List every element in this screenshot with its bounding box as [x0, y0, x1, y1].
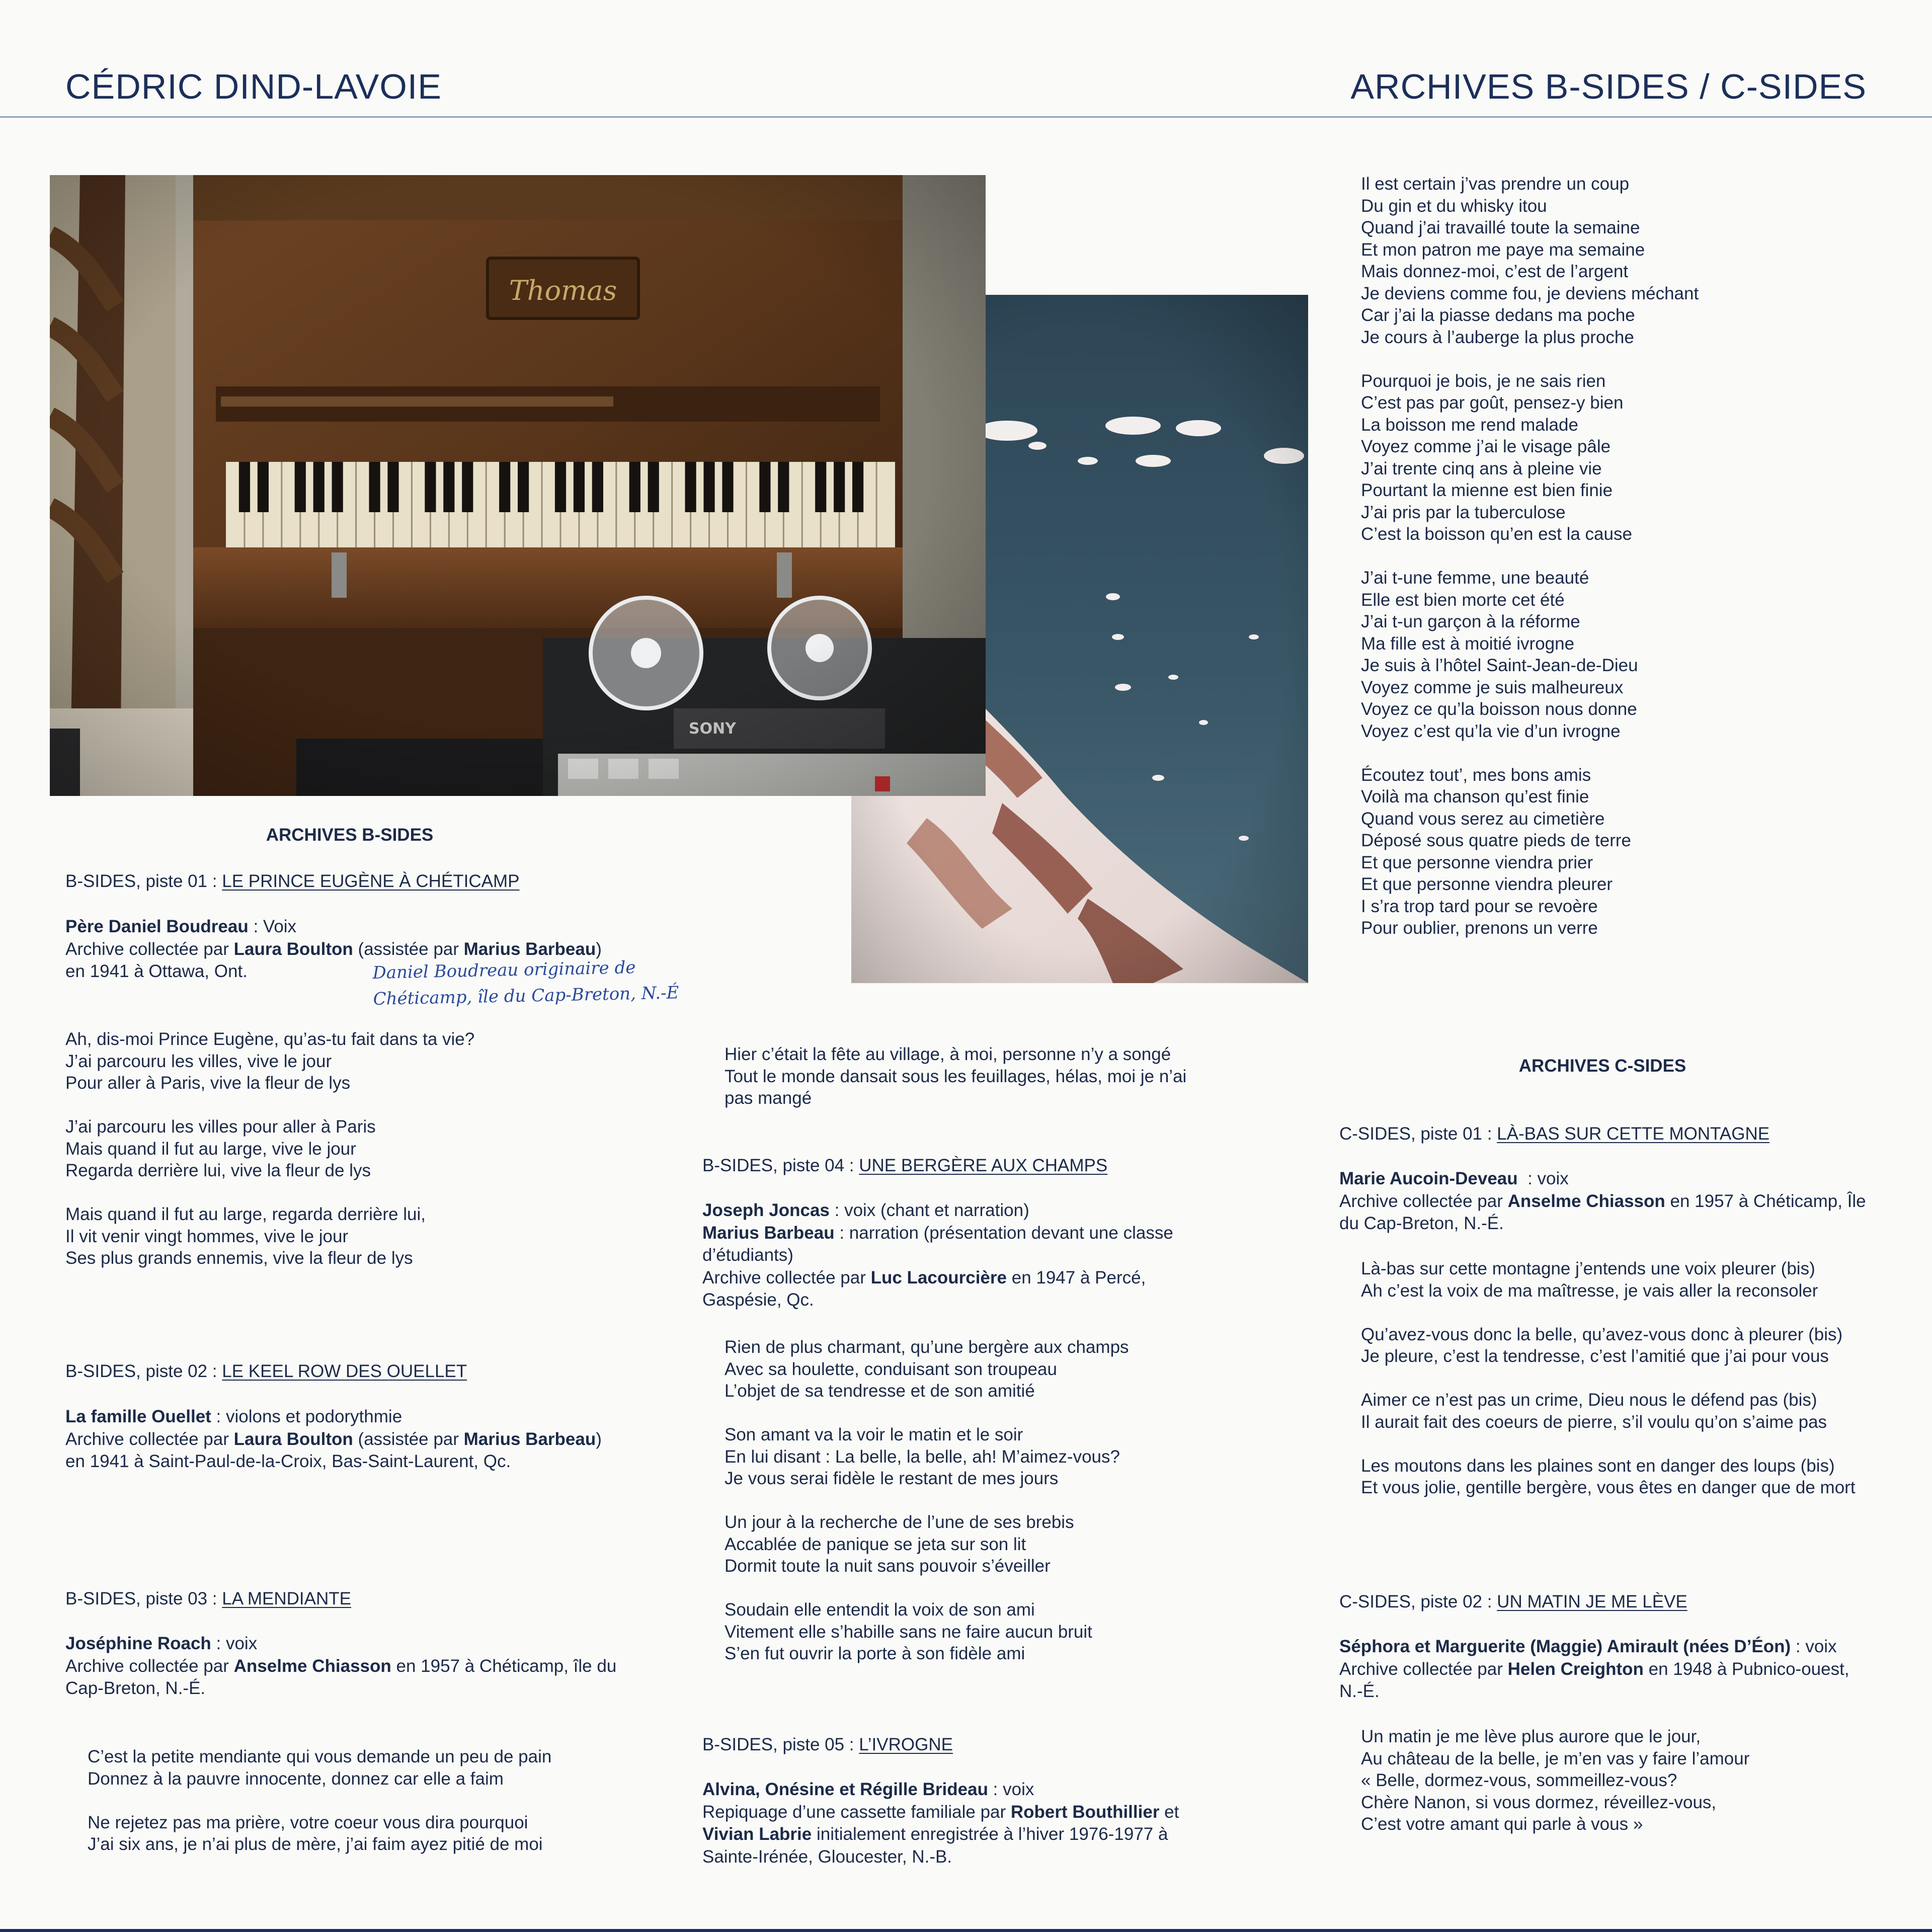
lyric-line: Rien de plus charmant, qu’une bergère aux champs	[725, 1337, 1129, 1357]
archive-text: Archive collectée par	[65, 1429, 234, 1449]
collector-name: Anselme Chiasson	[233, 1656, 391, 1676]
lyric-line: Je cours à l’auberge la plus proche	[1361, 327, 1634, 347]
performer-role: : Voix	[248, 917, 297, 936]
track-b02-title-line	[65, 1360, 467, 1383]
lyric-line: Ses plus grands ennemis, vive la fleur de lys	[65, 1248, 413, 1268]
lyric-line: La boisson me rend malade	[1361, 415, 1578, 435]
track-c02-title-line	[1339, 1591, 1687, 1613]
track-prefix: B-SIDES, piste 03 :	[65, 1589, 222, 1608]
lyric-line	[1361, 1433, 1889, 1455]
lyric-line: Voyez comme j’ai le visage pâle	[1361, 437, 1611, 456]
track-c01-title-line	[1339, 1123, 1769, 1145]
performer-role: : voix	[988, 1780, 1034, 1799]
lyric-line	[1361, 1302, 1889, 1324]
track-prefix: B-SIDES, piste 02 :	[65, 1361, 222, 1381]
track-prefix: B-SIDES, piste 04 :	[702, 1156, 859, 1175]
lyric-line: C’est votre amant qui parle à vous »	[1361, 1814, 1643, 1834]
lyric-line: Donnez à la pauvre innocente, donnez car elle a faim	[88, 1768, 504, 1789]
performer-role: : voix	[211, 1634, 258, 1653]
track-c02-credits	[1339, 1636, 1873, 1703]
archive-text: ) en 1941 à Ottawa, Ont.	[65, 939, 602, 981]
track-b03-title-line	[65, 1588, 351, 1610]
archive-text: en 1957 à Chéticamp, île du Cap-Breton, N.-É.	[65, 1656, 617, 1698]
performer-role: : narration (présentation devant une classe d’étudiants)	[702, 1223, 1173, 1265]
lyric-line: Soudain elle entendit la voix de son ami	[725, 1600, 1035, 1620]
lyric-line: Et que personne viendra prier	[1361, 852, 1593, 872]
assistant-name: Marius Barbeau	[463, 939, 596, 959]
lyric-line: Hier c’était la fête au village, à moi, personne n’y a songé	[725, 1044, 1171, 1064]
lyric-line: Il vit venir vingt hommes, vive le jour	[65, 1226, 349, 1246]
archive-text: initialement enregistrée à l’hiver 1976-1977 à Sainte-Irénée, Gloucester, N.-B.	[702, 1824, 1168, 1867]
performer-name: La famille Ouellet	[65, 1407, 211, 1426]
lyric-line: Déposé sous quatre pieds de terre	[1361, 831, 1631, 850]
header-divider	[0, 116, 1932, 118]
lyric-line: Car j’ai la piasse dedans ma poche	[1361, 305, 1635, 325]
lyric-line: J’ai t-un garçon à la réforme	[1361, 612, 1580, 631]
lyric-line: « Belle, dormez-vous, sommeillez-vous?	[1361, 1770, 1677, 1790]
archive-text: Archive collectée par	[1339, 1191, 1508, 1211]
lyric-line	[88, 1790, 551, 1812]
track-b03-lyrics	[88, 1746, 551, 1856]
lyric-line: Voyez comme je suis malheureux	[1361, 677, 1624, 697]
archive-text: Archive collectée par	[65, 1656, 234, 1676]
lyric-line: Pourquoi je bois, je ne sais rien	[1361, 371, 1606, 391]
track-c01-lyrics	[1361, 1258, 1889, 1499]
track-prefix: B-SIDES, piste 05 :	[702, 1735, 859, 1754]
lyric-line: Je vous serai fidèle le restant de mes jours	[725, 1469, 1059, 1488]
lyric-line: Ma fille est à moitié ivrogne	[1361, 633, 1575, 654]
lyric-line: Il aurait fait des coeurs de pierre, s’il voulu qu’on s’aime pas	[1361, 1412, 1827, 1432]
lyric-line: Accablée de panique se jeta sur son lit	[725, 1534, 1026, 1554]
lyric-line: Écoutez tout’, mes bons amis	[1361, 765, 1591, 785]
archive-text: (assistée par	[353, 1429, 464, 1449]
performer-role: : voix	[1791, 1637, 1837, 1656]
track-b04-title-line	[702, 1155, 1107, 1177]
lyric-line: En lui disant : La belle, la belle, ah! M’aimez-vous?	[725, 1446, 1120, 1467]
archive-text: et	[1159, 1802, 1179, 1822]
assistant-name: Vivian Labrie	[702, 1824, 812, 1844]
assistant-name: Marius Barbeau	[463, 1429, 596, 1449]
lyric-line: Mais quand il fut au large, vive le jour	[65, 1139, 356, 1159]
track-b04-credits	[702, 1199, 1211, 1312]
track-link[interactable]: LA MENDIANTE	[222, 1589, 351, 1608]
lyric-line: J’ai parcouru les villes pour aller à Paris	[65, 1117, 376, 1137]
collector-name: Helen Creighton	[1507, 1659, 1644, 1679]
lyric-line: Qu’avez-vous donc la belle, qu’avez-vous donc à pleurer (bis)	[1361, 1324, 1843, 1344]
track-prefix: C-SIDES, piste 01 :	[1339, 1124, 1497, 1144]
lyric-line: Un matin je me lève plus aurore que le jour,	[1361, 1727, 1701, 1746]
lyric-line: I s’ra trop tard pour se revoère	[1361, 896, 1598, 916]
lyric-line: Je pleure, c’est la tendresse, c’est l’amitié que j’ai pour vous	[1361, 1346, 1829, 1366]
track-prefix: B-SIDES, piste 01 :	[65, 871, 222, 891]
lyric-line	[725, 1402, 1129, 1424]
track-link[interactable]: LE PRINCE EUGÈNE À CHÉTICAMP	[222, 871, 520, 891]
track-b05-credits	[702, 1779, 1211, 1868]
lyric-line	[1361, 348, 1699, 370]
archive-text: (assistée par	[353, 939, 464, 959]
track-b04-lyrics	[725, 1336, 1129, 1665]
archive-text: Archive collectée par	[1339, 1659, 1508, 1679]
lyric-line: Pourtant la mienne est bien finie	[1361, 480, 1613, 500]
track-b05-lyrics	[1361, 173, 1699, 939]
archive-text: Repiquage d’une cassette familiale par	[702, 1802, 1011, 1822]
archive-text: Archive collectée par	[702, 1267, 871, 1287]
lyric-line: Ah, dis-moi Prince Eugène, qu’as-tu fait dans ta vie?	[65, 1029, 475, 1049]
track-b02-credits	[65, 1406, 619, 1473]
lyric-line	[65, 1094, 474, 1116]
lyric-line: Pour oublier, prenons un verre	[1361, 918, 1598, 938]
organ-tape-recorder-photo	[50, 175, 986, 796]
handwritten-note-line: Daniel Boudreau originaire de	[372, 957, 636, 983]
handwritten-note	[372, 953, 679, 1012]
lyric-line: Mais quand il fut au large, regarda derrière lui,	[65, 1204, 426, 1224]
lyric-line: Un jour à la recherche de l’une de ses brebis	[725, 1512, 1074, 1532]
track-link[interactable]: UN MATIN JE ME LÈVE	[1497, 1592, 1687, 1612]
lyric-line	[1361, 1367, 1889, 1390]
lyric-line: Tout le monde dansait sous les feuillages, hélas, moi je n’ai pas mangé	[725, 1066, 1187, 1108]
performer-name: Alvina, Onésine et Régille Brideau	[702, 1780, 988, 1799]
lyric-line: Voyez c’est qu’la vie d’un ivrogne	[1361, 721, 1621, 741]
track-prefix: C-SIDES, piste 02 :	[1339, 1592, 1497, 1612]
handwritten-note-line: Chéticamp, île du Cap-Breton, N.-É	[373, 983, 679, 1009]
lyric-line: Ah c’est la voix de ma maîtresse, je vais aller la reconsoler	[1361, 1280, 1818, 1301]
lyric-line: Je suis à l’hôtel Saint-Jean-de-Dieu	[1361, 656, 1638, 675]
collector-name: Luc Lacourcière	[870, 1267, 1007, 1287]
track-link[interactable]: L’IVROGNE	[859, 1735, 953, 1754]
lyric-line: Et que personne viendra pleurer	[1361, 874, 1613, 894]
lyric-line: J’ai parcouru les villes, vive le jour	[65, 1051, 332, 1071]
performer-name: Marie Aucoin-Deveau	[1339, 1169, 1518, 1188]
performer-name: Marius Barbeau	[702, 1223, 835, 1243]
performer-name: Père Daniel Boudreau	[65, 917, 249, 936]
lyric-line: Et vous jolie, gentille bergère, vous êtes en danger que de mort	[1361, 1478, 1856, 1497]
lyric-line	[725, 1577, 1129, 1599]
archive-text: Archive collectée par	[65, 939, 234, 959]
performer-name: Séphora et Marguerite (Maggie) Amirault (nées D’Éon)	[1339, 1637, 1791, 1656]
collector-name: Anselme Chiasson	[1507, 1191, 1665, 1211]
collector-name: Laura Boulton	[233, 1429, 353, 1449]
lyric-line: Quand j’ai travaillé toute la semaine	[1361, 218, 1640, 237]
lyric-line: Regarda derrière lui, vive la fleur de lys	[65, 1161, 371, 1180]
lyric-line: Et mon patron me paye ma semaine	[1361, 239, 1645, 260]
track-b01-lyrics	[65, 1028, 474, 1269]
track-link[interactable]: UNE BERGÈRE AUX CHAMPS	[859, 1156, 1108, 1175]
lyric-line: Mais donnez-moi, c’est de l’argent	[1361, 262, 1629, 281]
lyric-line: J’ai six ans, je n’ai plus de mère, j’ai faim ayez pitié de moi	[88, 1834, 543, 1854]
lyric-line: J’ai pris par la tuberculose	[1361, 502, 1566, 522]
lyric-line: L’objet de sa tendresse et de son amitié	[725, 1381, 1035, 1401]
lyric-line	[1361, 742, 1699, 764]
lyric-line	[65, 1182, 474, 1204]
c-sides-heading: ARCHIVES C-SIDES	[1518, 1056, 1686, 1076]
track-c02-lyrics	[1361, 1726, 1749, 1835]
b-sides-heading: ARCHIVES B-SIDES	[266, 825, 434, 845]
collector-name: Robert Bouthillier	[1010, 1802, 1160, 1822]
lyric-line: Du gin et du whisky itou	[1361, 196, 1547, 216]
lyric-line	[1361, 545, 1699, 568]
track-b05-title-line	[702, 1734, 953, 1756]
lyric-line: Voilà ma chanson qu’est finie	[1361, 787, 1589, 807]
archive-text: ) en 1941 à Saint-Paul-de-la-Croix, Bas-Saint-Laurent, Qc.	[65, 1429, 602, 1471]
performer-name: Joséphine Roach	[65, 1634, 211, 1653]
footer-rule	[0, 1929, 1932, 1932]
lyric-line: Les moutons dans les plaines sont en danger des loups (bis)	[1361, 1456, 1835, 1476]
lyric-line: Là-bas sur cette montagne j’entends une voix pleurer (bis)	[1361, 1259, 1815, 1278]
archive-text: en 1948 à Pubnico-ouest, N.-É.	[1339, 1659, 1849, 1701]
lyric-line: Dormit toute la nuit sans pouvoir s’éveiller	[725, 1556, 1051, 1576]
lyric-line: Son amant va la voir le matin et le soir	[725, 1425, 1023, 1444]
lyric-line: Elle est bien morte cet été	[1361, 590, 1565, 610]
album-title: ARCHIVES B-SIDES / C-SIDES	[1350, 67, 1867, 106]
lyric-line: Chère Nanon, si vous dormez, réveillez-vous,	[1361, 1792, 1717, 1812]
archive-text: en 1957 à Chéticamp, Île du Cap-Breton, N.-É.	[1339, 1191, 1866, 1233]
track-link[interactable]: LE KEEL ROW DES OUELLET	[222, 1361, 467, 1381]
lyric-line: Vitement elle s’habille sans ne faire aucun bruit	[725, 1622, 1092, 1642]
lyric-line: J’ai trente cinq ans à pleine vie	[1361, 458, 1602, 478]
track-link[interactable]: LÀ-BAS SUR CETTE MONTAGNE	[1497, 1124, 1770, 1144]
lyric-line: Il est certain j’vas prendre un coup	[1361, 174, 1630, 194]
archive-text: en 1947 à Percé, Gaspésie, Qc.	[702, 1267, 1146, 1310]
lyric-line: Ne rejetez pas ma prière, votre coeur vous dira pourquoi	[88, 1812, 528, 1832]
lyric-line: C’est pas par goût, pensez-y bien	[1361, 393, 1624, 413]
performer-name: Joseph Joncas	[702, 1200, 830, 1220]
performer-role: : voix (chant et narration)	[829, 1200, 1029, 1220]
lyric-line	[725, 1490, 1129, 1512]
lyric-line: C’est la petite mendiante qui vous demande un peu de pain	[88, 1747, 552, 1766]
track-b03-lyrics-continued	[725, 1043, 1218, 1109]
lyric-line: Pour aller à Paris, vive la fleur de lys	[65, 1073, 351, 1093]
track-b03-credits	[65, 1633, 619, 1700]
track-c01-credits	[1339, 1168, 1873, 1235]
lyric-line: Au château de la belle, je m’en vas y faire l’amour	[1361, 1748, 1750, 1768]
lyric-line: Avec sa houlette, conduisant son troupeau	[725, 1359, 1057, 1379]
lyric-line: Voyez ce qu’la boisson nous donne	[1361, 699, 1637, 719]
performer-role: : violons et podorythmie	[211, 1407, 403, 1426]
lyric-line: Aimer ce n’est pas un crime, Dieu nous le défend pas (bis)	[1361, 1390, 1817, 1410]
lyric-line: J’ai t-une femme, une beauté	[1361, 568, 1589, 588]
collector-name: Laura Boulton	[233, 939, 353, 959]
lyric-line: C’est la boisson qu’en est la cause	[1361, 524, 1632, 544]
lyric-line: Je deviens comme fou, je deviens méchant	[1361, 283, 1699, 303]
lyric-line: S’en fut ouvrir la porte à son fidèle ami	[725, 1644, 1025, 1663]
performer-role: : voix	[1517, 1169, 1569, 1188]
lyric-line: Quand vous serez au cimetière	[1361, 809, 1605, 829]
track-b01-title-line	[65, 870, 519, 893]
artist-name: CÉDRIC DIND-LAVOIE	[65, 67, 442, 106]
